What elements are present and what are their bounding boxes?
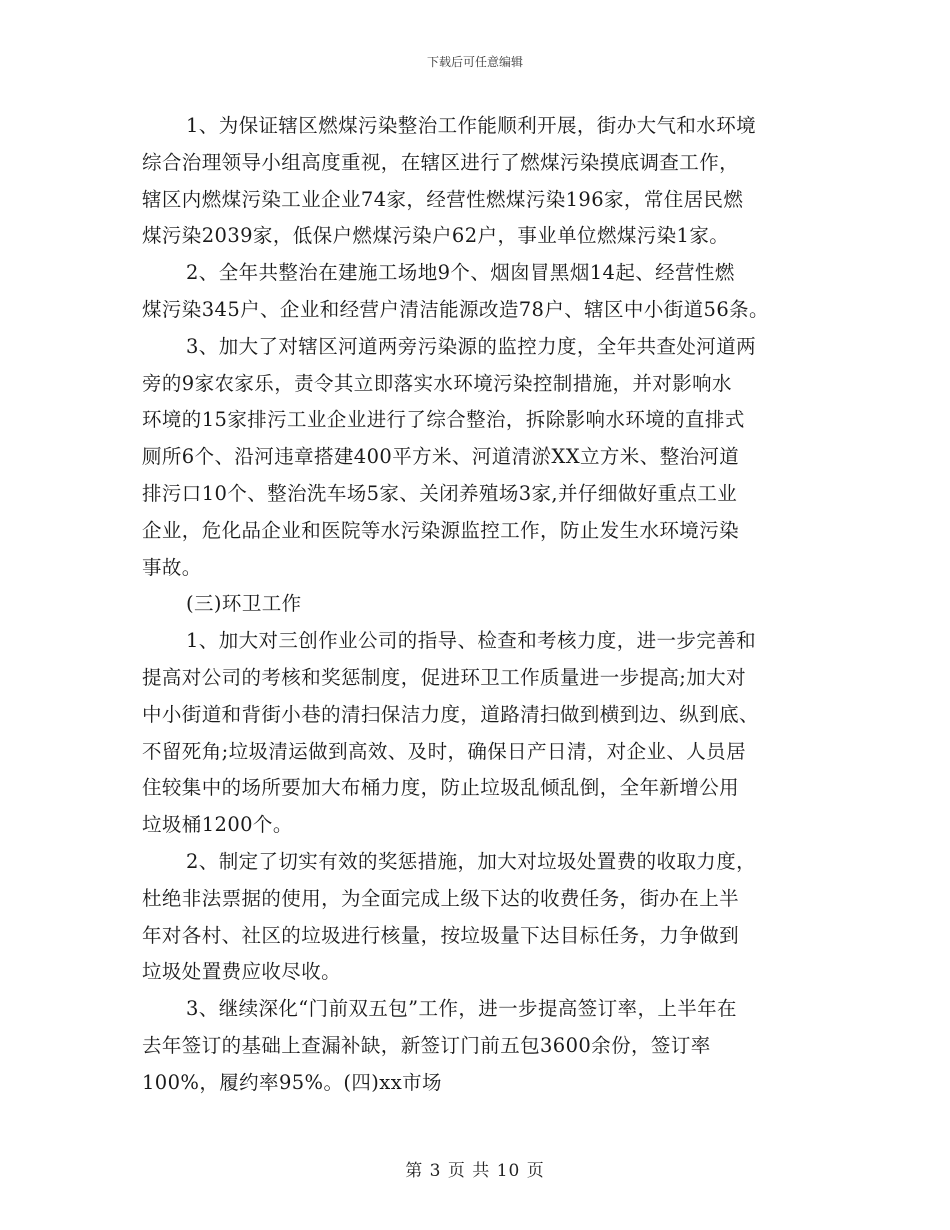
text-line: 2、制定了切实有效的奖惩措施，加大对垃圾处置费的收取力度， <box>186 849 757 873</box>
text-line: 100%，履约率95%。(四)xx市场 <box>142 1070 442 1094</box>
text-line: 事故。 <box>142 555 202 579</box>
page-header-note: 下载后可任意编辑 <box>426 55 523 69</box>
text-line: 去年签订的基础上查漏补缺，新签订门前五包3600余份，签订率 <box>142 1033 711 1057</box>
text-line: 煤污染345户、企业和经营户清洁能源改造78户、辖区中小街道56条。 <box>142 297 769 321</box>
text-line: 中小街道和背街小巷的清扫保洁力度，道路清扫做到横到边、纵到底、 <box>142 702 759 726</box>
text-line: 煤污染2039家，低保户燃煤污染户62户，事业单位燃煤污染1家。 <box>142 224 730 248</box>
text-line: 不留死角;垃圾清运做到高效、及时，确保日产日清，对企业、人员居 <box>142 739 746 763</box>
text-line: 3、加大了对辖区河道两旁污染源的监控力度，全年共查处河道两 <box>186 334 757 358</box>
text-line: 年对各村、社区的垃圾进行核量，按垃圾量下达目标任务，力争做到 <box>142 923 740 947</box>
text-line: 提高对公司的考核和奖惩制度，促进环卫工作质量进一步提高;加大对 <box>142 665 746 689</box>
text-line: 垃圾桶1200个。 <box>142 813 293 837</box>
text-line: 排污口10个、整治洗车场5家、关闭养殖场3家,并仔细做好重点工业 <box>142 481 738 505</box>
text-line: 1、加大对三创作业公司的指导、检查和考核力度，进一步完善和 <box>186 629 757 653</box>
text-line: 厕所6个、沿河违章搭建400平方米、河道清淤XX立方米、整治河道 <box>142 445 740 469</box>
text-line: 环境的15家排污工业企业进行了综合整治，拆除影响水环境的直排式 <box>142 408 745 432</box>
page-number: 第 3 页 共 10 页 <box>405 1161 545 1181</box>
text-line: 1、为保证辖区燃煤污染整治工作能顺利开展，街办大气和水环境 <box>186 114 757 137</box>
text-line: 综合治理领导小组高度重视，在辖区进行了燃煤污染摸底调查工作， <box>142 150 740 174</box>
text-line: 3、继续深化“门前双五包”工作，进一步提高签订率，上半年在 <box>186 997 737 1021</box>
text-line: 杜绝非法票据的使用，为全面完成上级下达的收费任务，街办在上半 <box>142 886 740 910</box>
text-line: 辖区内燃煤污染工业企业74家，经营性燃煤污染196家，常住居民燃 <box>142 187 744 211</box>
text-line: 2、全年共整治在建施工场地9个、烟囱冒黑烟14起、经营性燃 <box>186 261 735 285</box>
text-line: 垃圾处置费应收尽收。 <box>142 960 342 984</box>
text-line: (三)环卫工作 <box>186 592 302 616</box>
text-line: 住较集中的场所要加大布桶力度，防止垃圾乱倾乱倒，全年新增公用 <box>142 776 740 800</box>
document-body <box>142 108 822 1102</box>
text-line: 企业，危化品企业和医院等水污染源监控工作，防止发生水环境污染 <box>142 518 740 542</box>
text-line: 旁的9家农家乐，责令其立即落实水环境污染控制措施，并对影响水 <box>142 371 732 395</box>
